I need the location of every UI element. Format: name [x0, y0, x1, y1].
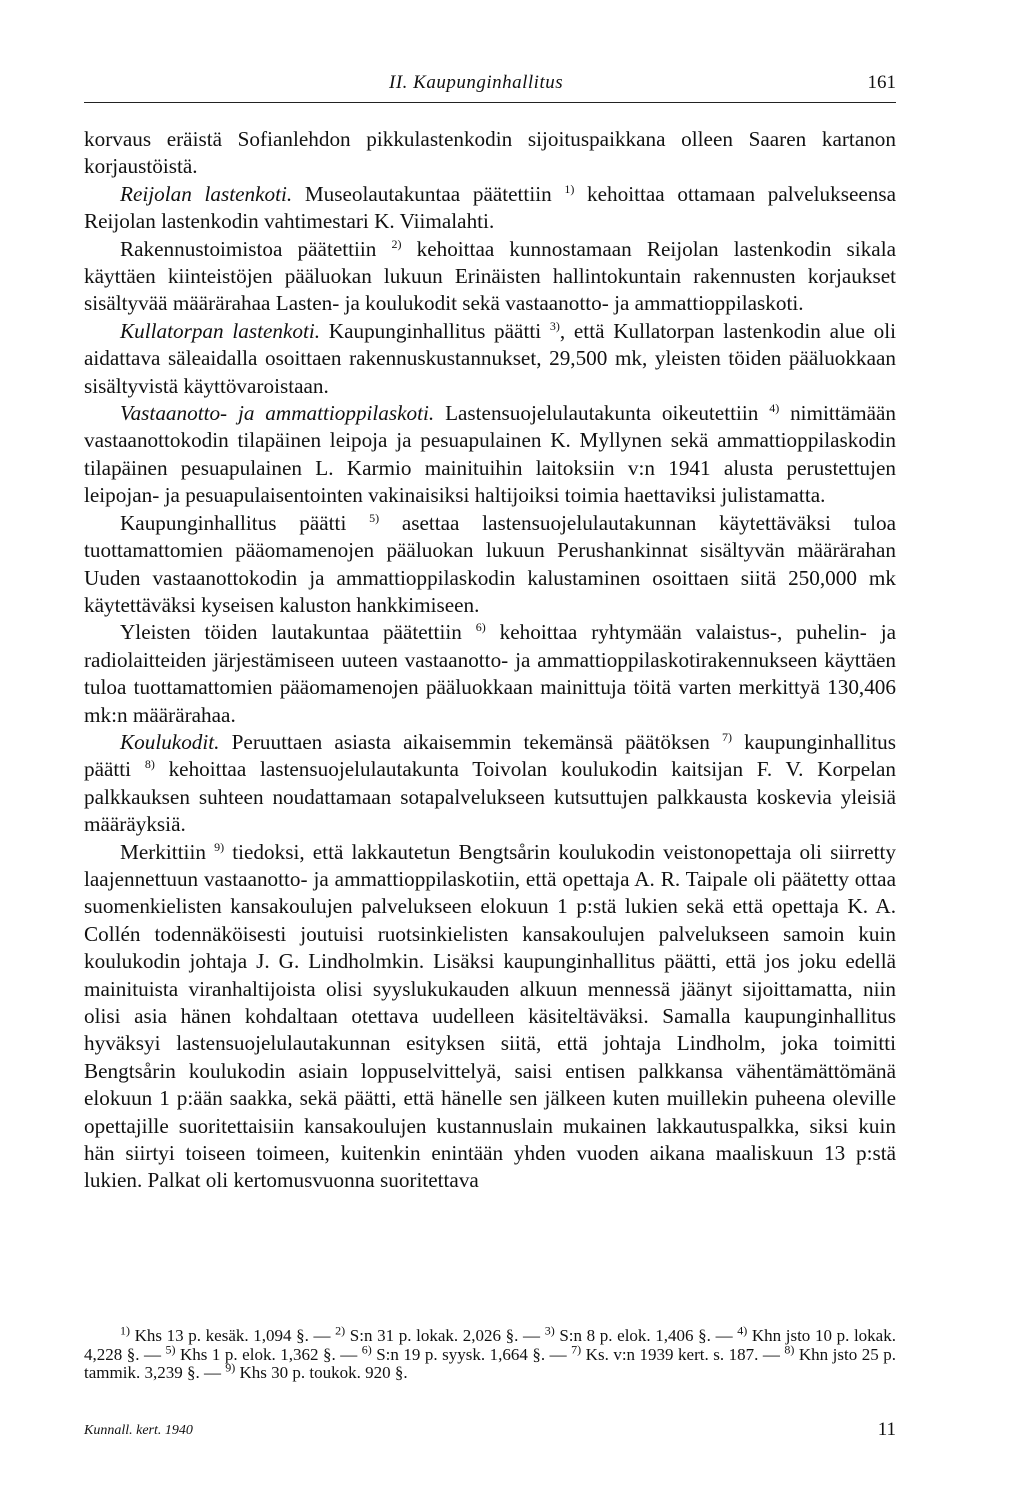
section-heading: Kullatorpan lastenkoti. [120, 318, 321, 343]
text-run: S:n 31 p. lokak. 2,026 §. — [345, 1326, 545, 1345]
footnote-ref: 9) [214, 839, 225, 854]
footnote-ref: 5) [369, 510, 380, 525]
paragraph [84, 839, 896, 1195]
text-run: Khs 1 p. elok. 1,362 §. — [175, 1344, 362, 1364]
text-run: tiedoksi, että lakkautetun Bengtsårin koulukodin veistonopettaja oli siirretty laajennettuun vastaanotto- ja ammattioppilaskotiin, että opettaja A. R. Taipale oli päätetty ottaa suomenkielisten kansakoulujen palvelukseen elokuun 1 p:stä lukien sekä että opettaja K. A. Collén todennäköisesti joutuisi ruotsinkielisten kansakoulujen palvelukseen samoin kuin koulukodin johtaja J. G. Lindholmkin. Lisäksi kaupunginhallitus päätti, että jos joku edellä mainituista viranhaltijoista olisi syyslukukauden alkuun mennessä jäänyt sijoittamatta, niin olisi asia hänen kohdaltaan otettava uudelleen käsiteltäväksi. Samalla kaupunginhallitus hyväksyi lastensuojelulautakunnan esityksen siitä, että johtaja Lindholm, joka toimitti Bengtsårin koulukodin asiain loppuselvittelyä, saisi entisen palkkansa vähentämättömänä elokuun 1 p:ään saakka, sekä päätti, että hänelle sen jälkeen kuten muillekin puheena oleville opettajille suoritettaisiin kansakoulujen kustannuslain mukainen lakkautuspalkka, siksi kuin hän siirtyi toiseen toimeen, kuitenkin enintään yhden vuoden aikana maaliskuun 13 p:stä lukien. Palkat oli kertomusvuonna suoritettava [84, 839, 896, 1193]
section-heading: Reijolan lastenkoti. [120, 181, 293, 206]
signature-mark: 11 [877, 1419, 896, 1440]
paragraph [84, 236, 896, 318]
text-run: kaupunginhallitus päätti [84, 729, 896, 782]
footnote-ref: 2) [391, 236, 402, 251]
footnote-ref: 6) [361, 1341, 372, 1356]
paragraph [84, 126, 896, 181]
text-run: korvaus eräistä Sofianlehdon pikkulastenkodin sijoituspaikkana olleen Saaren kartanon korjaustöistä. [84, 127, 896, 179]
footnote-ref: 5) [165, 1341, 176, 1356]
running-title: II. Kaupunginhallitus [389, 72, 564, 93]
publication-reference: Kunnall. kert. 1940 [84, 1423, 193, 1438]
paragraph [84, 510, 896, 620]
paragraph [84, 619, 896, 729]
text-run: Khs 13 p. kesäk. 1,094 §. — [130, 1326, 336, 1345]
paragraph [84, 181, 896, 236]
footnote-ref: 9) [225, 1360, 236, 1375]
footnote-ref: 4) [737, 1323, 748, 1338]
page-footer [84, 1419, 896, 1443]
text-run: kehoittaa kunnostamaan Reijolan lastenkodin sikala käyttäen kiinteistöjen pääluokan lukuun Erinäisten hallintokuntain rakennusten korjaukset sisältyvää määrärahaa Lasten- ja koulukodit sekä vastaanotto- ja ammattioppilaskoti. [84, 236, 896, 316]
text-run: Merkittiin [120, 839, 215, 864]
text-run: Yleisten töiden lautakuntaa päätettiin [120, 620, 476, 645]
text-run: Lastensuojelulautakunta oikeutettiin [434, 401, 770, 426]
paragraph [84, 400, 896, 510]
text-run: kehoittaa ottamaan palvelukseensa Reijolan lastenkodin vahtimestari K. Viimalahti. [84, 181, 896, 234]
body-text [84, 126, 896, 1195]
text-run: Khn jsto 25 p. tammik. 3,239 §. — [84, 1344, 896, 1383]
footnote-ref: 6) [475, 620, 486, 635]
footnote-ref: 3) [549, 318, 560, 333]
text-run: S:n 8 p. elok. 1,406 §. — [554, 1326, 738, 1345]
footnote-ref: 8) [144, 757, 155, 772]
footnote-ref: 8) [784, 1341, 795, 1356]
paragraph [84, 318, 896, 400]
section-heading: Koulukodit. [120, 729, 220, 754]
text-run: Museolautakuntaa päätettiin [292, 181, 565, 206]
footnote-paragraph [84, 1323, 896, 1383]
text-run: kehoittaa lastensuojelulautakunta Toivolan koulukodin kaitsijan F. V. Korpelan palkkauksen suhteen noudattamaan sotapalvelukseen kutsuttujen palkkausta koskevia yleisiä määräyksiä. [84, 757, 897, 837]
footnote-ref: 4) [769, 401, 780, 415]
text-run: S:n 19 p. syysk. 1,664 §. — [371, 1344, 572, 1364]
text-run: Khn jsto 10 p. lokak. 4,228 §. — [84, 1326, 896, 1364]
text-run: kehoittaa ryhtymään valaistus-, puhelin- ja radiolaitteiden järjestämiseen uuteen vastaanotto- ja ammattioppilaskotirakennukseen käyttäen tuloa tuottamattomien pääomamenojen pääluokkaan mainittuja töitä varten merkittyä 130,406 mk:n määrärahaa. [84, 620, 896, 727]
text-run: Peruuttaen asiasta aikaisemmin tekemänsä päätöksen [219, 729, 722, 754]
footnote-ref: 7) [721, 729, 732, 744]
text-run: Rakennustoimistoa päätettiin [120, 236, 392, 261]
footnote-ref: 2) [335, 1323, 346, 1338]
footnote-ref: 1) [564, 181, 575, 196]
text-run: , että Kullatorpan lastenkodin alue oli aidattava säleaidalla osoittaen rakennuskustannukset, 29,500 mk, yleisten töiden pääluokkaan sisältyvistä käyttövaroistaan. [84, 318, 896, 398]
section-heading: Vastaanotto- ja ammattioppilaskoti. [120, 401, 435, 426]
paragraph [84, 729, 896, 839]
footnote-ref: 7) [571, 1341, 582, 1356]
text-run: asettaa lastensuojelulautakunnan käytettäväksi tuloa tuottamattomien pääomamenojen pääluokan lukuun Perushankinnat sisältyvän määrärahan Uuden vastaanottokodin ja ammattioppilaskodin kalustaminen osoittaen siitä 250,000 mk käytettäväksi kyseisen kaluston hankkimiseen. [84, 510, 896, 617]
text-run: Kaupunginhallitus päätti [120, 510, 370, 535]
text-run: nimittämään vastaanottokodin tilapäinen leipoja ja pesuapulainen K. Myllynen sekä ammattioppilaskodin tilapäinen pesuapulainen L. Karmio mainituihin laitoksiin v:n 1941 alusta perustettujen leipojan- ja pesuapulaisentointen vakinaisiksi haltijoiksi toimia haettaviksi julistamatta. [84, 401, 896, 508]
text-run: Ks. v:n 1939 kert. s. 187. — [581, 1344, 785, 1364]
footnote-ref: 1) [120, 1323, 130, 1338]
footnotes [84, 1323, 896, 1383]
running-header [84, 70, 896, 98]
text-run: Khs 30 p. toukok. 920 §. [235, 1363, 408, 1383]
page-number: 161 [867, 72, 896, 93]
footnote-ref: 3) [544, 1323, 555, 1338]
text-run: Kaupunginhallitus päätti [320, 318, 550, 343]
header-rule [84, 102, 896, 103]
